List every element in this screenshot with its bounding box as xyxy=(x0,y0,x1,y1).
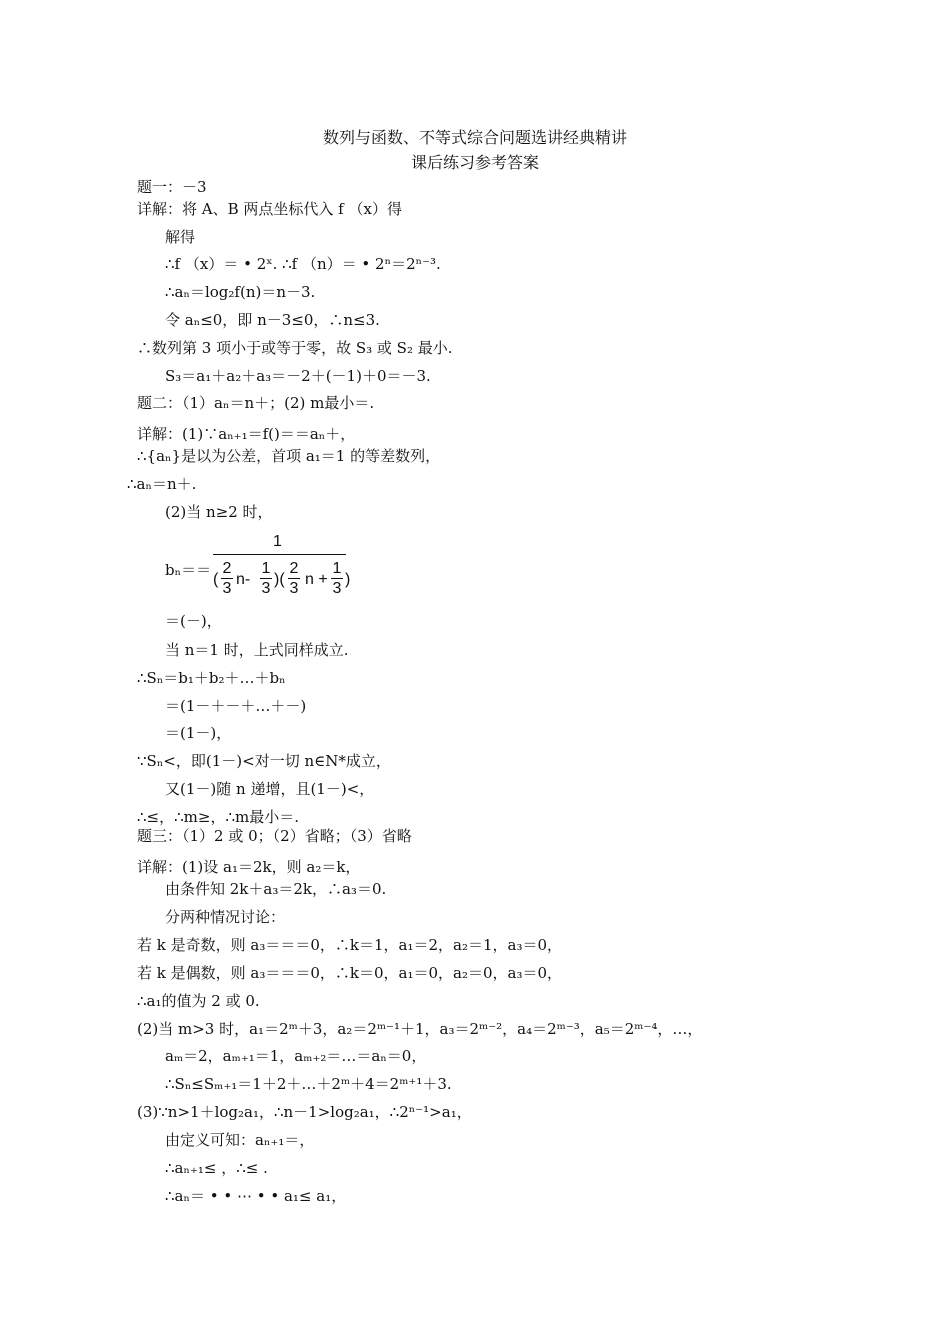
problem-2-answer: 题二：（1）aₙ＝n＋；(2) m最小＝. xyxy=(137,394,375,412)
paren-open: ( xyxy=(213,571,219,588)
text-line: S₃＝a₁＋a₂＋a₃＝－2＋(－1)＋0＝－3. xyxy=(165,367,431,385)
text-line: ＝(1－)， xyxy=(165,724,232,742)
text-line: ∴f （x）＝ • 2ˣ. ∴f （n）＝ • 2ⁿ＝2ⁿ⁻³. xyxy=(165,255,441,273)
paren-mid: )( xyxy=(274,571,285,588)
text-line: ∴a₁的值为 2 或 0. xyxy=(137,992,260,1010)
text-line: 详解：(1)设 a₁＝2k，则 a₂＝k， xyxy=(137,858,361,876)
text-line: 令 aₙ≤0，即 n－3≤0，∴n≤3. xyxy=(165,311,380,329)
text-line: ∴aₙ＝ • • ⋯ • • a₁≤ a₁， xyxy=(165,1187,347,1205)
text-line: ＝(1－＋－＋…＋－) xyxy=(165,697,307,715)
variable-term: n + xyxy=(305,571,328,588)
text-line: ∴Sₙ＝b₁＋b₂＋…＋bₙ xyxy=(137,669,286,687)
text-line: ∴{aₙ}是以为公差，首项 a₁＝1 的等差数列， xyxy=(137,447,441,465)
text-line: aₘ＝2，aₘ₊₁＝1，aₘ₊₂＝…＝aₙ＝0， xyxy=(165,1047,427,1065)
fraction-denominator xyxy=(213,557,353,605)
text-line: 分两种情况讨论： xyxy=(165,908,286,926)
mini-fraction: 1 3 xyxy=(261,560,271,597)
text-line: 若 k 是偶数，则 a₃＝＝＝0，∴k＝0，a₁＝0，a₂＝0，a₃＝0， xyxy=(137,964,563,982)
mini-fraction: 2 3 xyxy=(289,560,299,597)
text-line: 当 n＝1 时，上式同样成立. xyxy=(165,641,349,659)
text-line: 由条件知 2k＋a₃＝2k，∴a₃＝0. xyxy=(165,880,387,898)
text-line: ∴aₙ₊₁≤ ，∴≤ . xyxy=(165,1159,268,1177)
text-line: 详解：(1)∵aₙ₊₁＝f()＝＝aₙ＋， xyxy=(137,425,356,443)
document-subtitle: 课后练习参考答案 xyxy=(410,153,539,172)
text-line: ∵Sₙ<，即(1－)<对一切 n∈N*成立， xyxy=(137,752,391,770)
text-line: ＝(－)， xyxy=(165,612,222,630)
text-line: (2)当 m>3 时，a₁＝2ᵐ＋3，a₂＝2ᵐ⁻¹＋1，a₃＝2ᵐ⁻²，a₄＝2ᵐ⁻³，a₅＝2ᵐ⁻⁴，…， xyxy=(137,1020,703,1038)
text-line: 又(1－)随 n 递增，且(1－)<， xyxy=(165,780,375,798)
mini-fraction: 1 3 xyxy=(332,560,342,597)
text-line: (3)∵n>1＋log₂a₁，∴n－1>log₂a₁，∴2ⁿ⁻¹>a₁， xyxy=(137,1103,472,1121)
text-line: 由定义可知：aₙ₊₁＝， xyxy=(165,1131,315,1149)
fraction-expression xyxy=(165,533,365,605)
text-line: 解得 xyxy=(165,228,196,246)
problem-3-answer: 题三：（1）2 或 0；（2）省略；（3）省略 xyxy=(137,827,412,845)
text-line: 若 k 是奇数，则 a₃＝＝＝0，∴k＝1，a₁＝2，a₂＝1，a₃＝0， xyxy=(137,936,563,954)
text-line: ∴≤，∴m≥，∴m最小＝. xyxy=(137,808,299,826)
variable-term: n- xyxy=(236,571,251,588)
paren-close: ) xyxy=(345,571,351,588)
document-title: 数列与函数、不等式综合问题选讲经典精讲 xyxy=(322,128,627,147)
text-line: ∴aₙ＝n＋. xyxy=(127,475,197,493)
fraction-lead: bₙ＝＝ xyxy=(165,561,212,579)
text-line: ∴aₙ＝log₂f(n)＝n－3. xyxy=(165,283,316,301)
text-line: (2)当 n≥2 时， xyxy=(165,503,273,521)
text-line: ∴Sₙ≤Sₘ₊₁＝1＋2＋…＋2ᵐ＋4＝2ᵐ⁺¹＋3. xyxy=(165,1075,452,1093)
text-line: 详解：将 A、B 两点坐标代入 f （x）得 xyxy=(137,200,402,218)
problem-1-answer: 题一：－3 xyxy=(137,178,207,196)
text-line: ∴数列第 3 项小于或等于零，故 S₃ 或 S₂ 最小. xyxy=(137,339,453,357)
mini-fraction: 2 3 xyxy=(222,560,232,597)
fraction-bar xyxy=(213,554,346,555)
fraction-numerator: 1 xyxy=(273,533,282,550)
